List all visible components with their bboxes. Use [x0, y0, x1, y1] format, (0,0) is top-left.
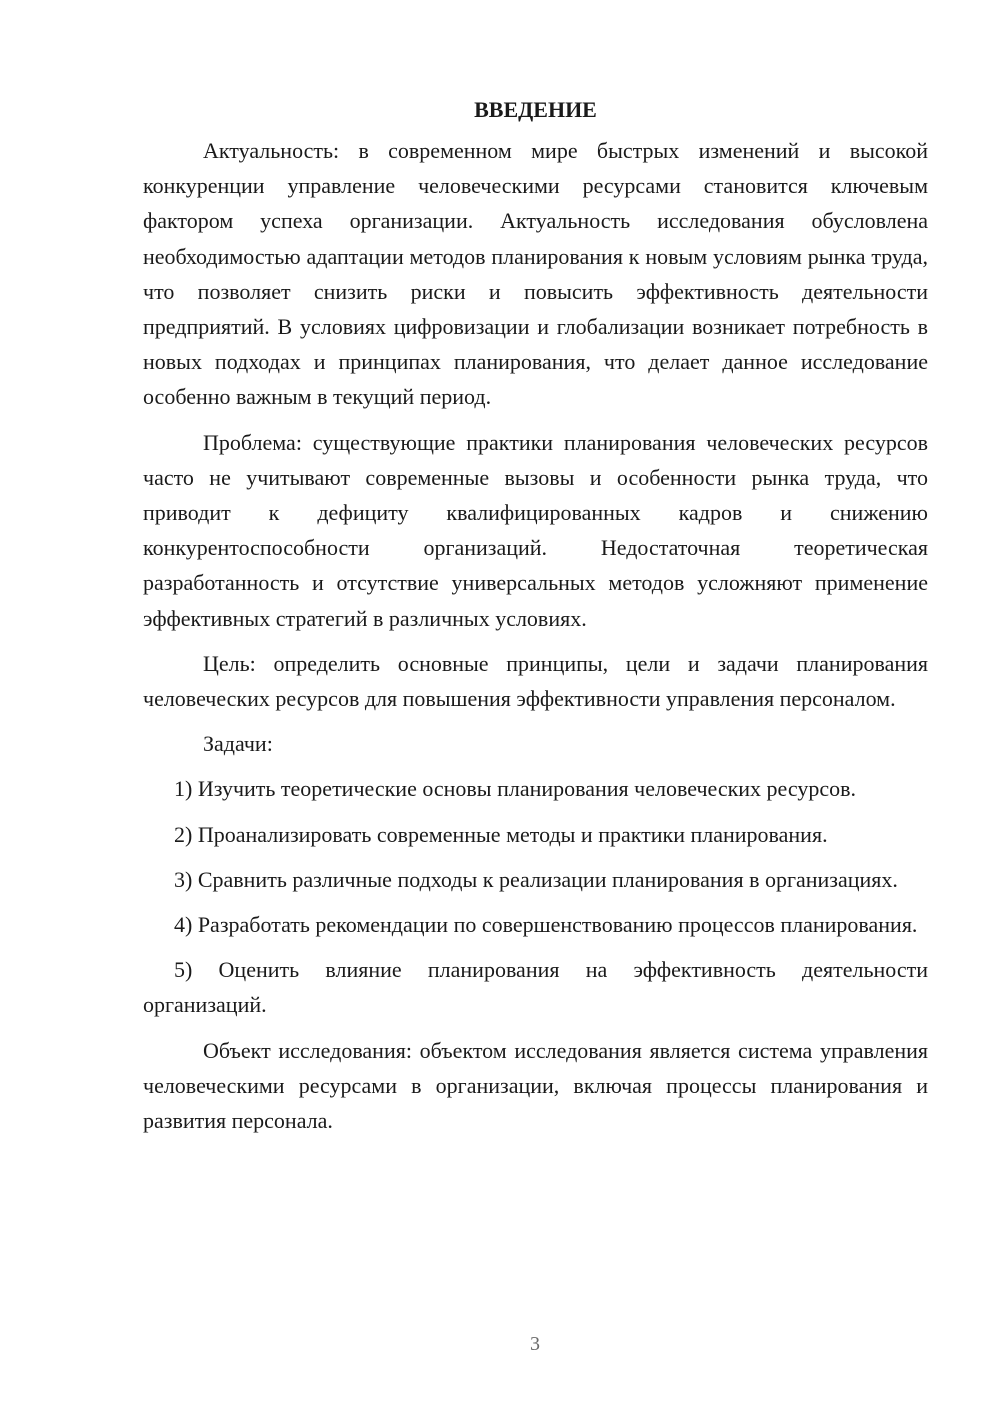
task-item-2: 2) Проанализировать современные методы и практики планирования. [174, 821, 828, 847]
page-number: 3 [530, 1333, 540, 1355]
goal-paragraph: Цель: определить основные принципы, цели и задачи планирования человеческих ресурсов для повышения эффективности управления персоналом. [143, 650, 928, 712]
task-item-5: 5) Оценить влияние планирования на эффективность деятельности организаций. [143, 957, 928, 1018]
relevance-paragraph: Актуальность: в современном мире быстрых изменений и высокой конкуренции управление человеческими ресурсами становится ключевым фактором успеха организации. Актуальность исследования обусловлена необходимостью адаптации методов планирования к новым условиям рынка труда, что позволяет снизить риски и повысить эффективность деятельности предприятий. В условиях цифровизации и глобализации возникает потребность в новых подходах и принципах планирования, что делает данное исследование особенно важным в текущий период. [143, 138, 928, 410]
document-page [143, 92, 928, 1148]
problem-paragraph: Проблема: существующие практики планирования человеческих ресурсов часто не учитывают современные вызовы и особенности рынка труда, что приводит к дефициту квалифицированных кадров и снижению конкурентоспособности организаций. Недостаточная теоретическая разработанность и отсутствие универсальных методов усложняют применение эффективных стратегий в различных условиях. [143, 429, 928, 631]
task-item-4: 4) Разработать рекомендации по совершенствованию процессов планирования. [174, 912, 918, 938]
task-item-1: 1) Изучить теоретические основы планирования человеческих ресурсов. [174, 776, 856, 802]
object-paragraph: Объект исследования: объектом исследования является система управления человеческими ресурсами в организации, включая процессы планирования и развития персонала. [143, 1037, 928, 1134]
tasks-heading: Задачи: [203, 731, 273, 757]
section-title: ВВЕДЕНИЕ [474, 97, 597, 122]
task-item-3: 3) Сравнить различные подходы к реализации планирования в организациях. [174, 866, 898, 892]
